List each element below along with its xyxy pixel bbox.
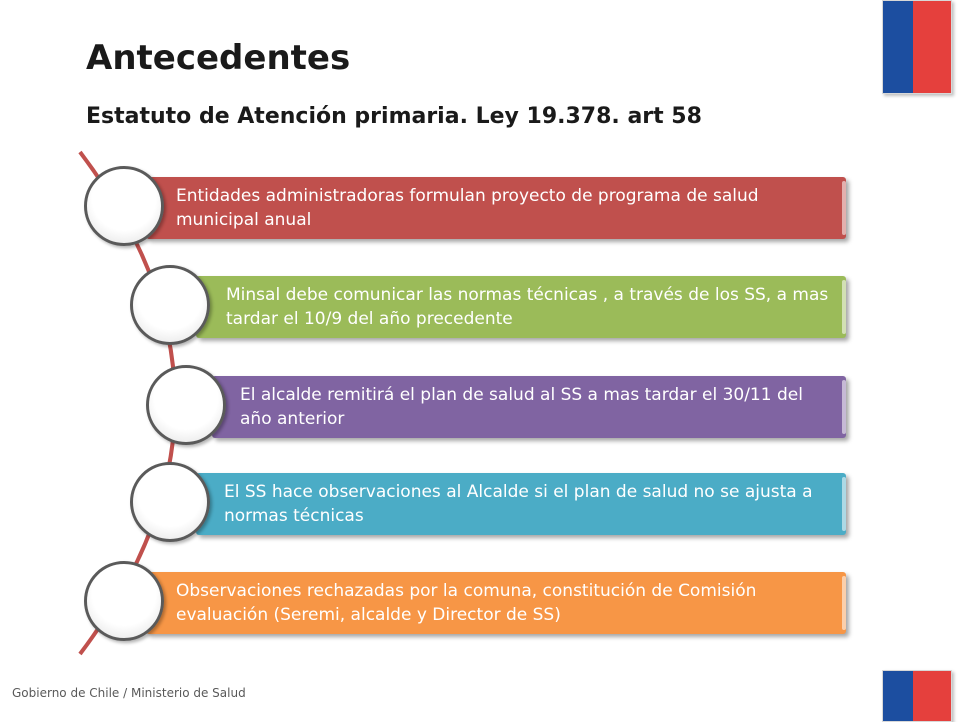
step-marker-3 xyxy=(146,365,226,445)
step-text-3: El alcalde remitirá el plan de salud al SS a mas tardar el 30/11 del año anterior xyxy=(240,385,803,429)
step-band-3 xyxy=(212,376,846,438)
step-band-1 xyxy=(146,177,846,239)
step-text-1: Entidades administradoras formulan proyecto de programa de salud municipal anual xyxy=(176,186,759,230)
slide-subtitle: Estatuto de Atención primaria. Ley 19.378. art 58 xyxy=(86,104,702,129)
step-band-4 xyxy=(196,473,846,535)
step-band-5 xyxy=(146,572,846,634)
step-text-2: Minsal debe comunicar las normas técnicas , a través de los SS, a mas tardar el 10/9 del año precedente xyxy=(226,285,829,329)
step-marker-1 xyxy=(84,166,164,246)
step-text-4: El SS hace observaciones al Alcalde si el plan de salud no se ajusta a normas técnicas xyxy=(224,482,813,526)
step-marker-4 xyxy=(130,462,210,542)
chile-flag-logo-top xyxy=(882,0,952,94)
footer-text: Gobierno de Chile / Ministerio de Salud xyxy=(12,686,246,700)
step-marker-2 xyxy=(130,265,210,345)
slide-title: Antecedentes xyxy=(86,38,351,78)
step-text-5: Observaciones rechazadas por la comuna, constitución de Comisión evaluación (Seremi, alcalde y Director de SS) xyxy=(176,581,757,625)
chile-flag-logo-bottom xyxy=(882,670,952,722)
step-band-2 xyxy=(196,276,846,338)
step-marker-5 xyxy=(84,561,164,641)
